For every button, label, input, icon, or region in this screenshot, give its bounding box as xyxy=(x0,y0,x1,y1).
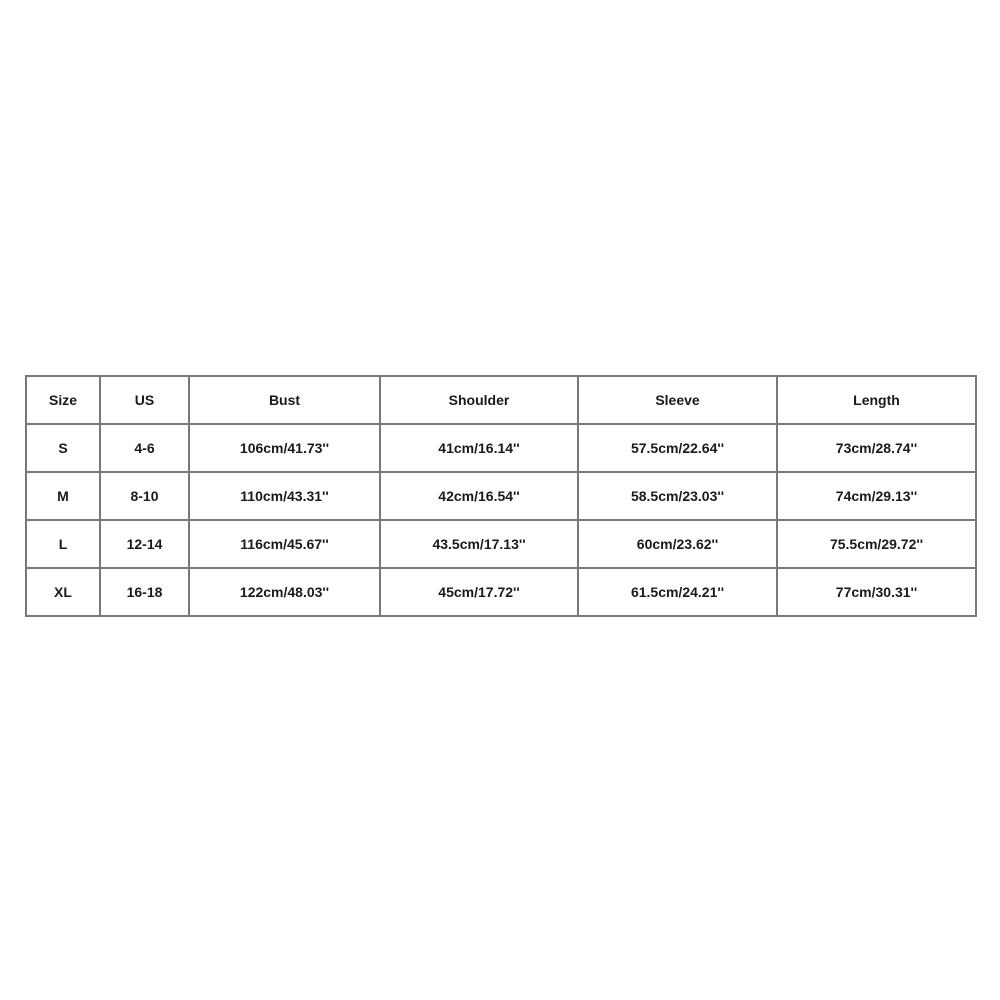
header-row xyxy=(26,376,976,424)
table-row xyxy=(26,520,976,568)
cell-sleeve: 57.5cm/22.64'' xyxy=(578,424,777,472)
header-shoulder: Shoulder xyxy=(380,376,578,424)
cell-length: 73cm/28.74'' xyxy=(777,424,976,472)
table-row xyxy=(26,472,976,520)
cell-size: S xyxy=(26,424,100,472)
size-chart-body xyxy=(26,424,976,616)
header-size: Size xyxy=(26,376,100,424)
size-chart-header xyxy=(26,376,976,424)
cell-us: 8-10 xyxy=(100,472,189,520)
cell-us: 12-14 xyxy=(100,520,189,568)
header-sleeve: Sleeve xyxy=(578,376,777,424)
cell-size: XL xyxy=(26,568,100,616)
cell-us: 4-6 xyxy=(100,424,189,472)
header-bust: Bust xyxy=(189,376,380,424)
table-row xyxy=(26,568,976,616)
cell-sleeve: 60cm/23.62'' xyxy=(578,520,777,568)
cell-bust: 106cm/41.73'' xyxy=(189,424,380,472)
header-length: Length xyxy=(777,376,976,424)
cell-shoulder: 42cm/16.54'' xyxy=(380,472,578,520)
header-us: US xyxy=(100,376,189,424)
cell-sleeve: 61.5cm/24.21'' xyxy=(578,568,777,616)
cell-shoulder: 45cm/17.72'' xyxy=(380,568,578,616)
cell-bust: 116cm/45.67'' xyxy=(189,520,380,568)
cell-length: 77cm/30.31'' xyxy=(777,568,976,616)
cell-us: 16-18 xyxy=(100,568,189,616)
cell-bust: 122cm/48.03'' xyxy=(189,568,380,616)
cell-sleeve: 58.5cm/23.03'' xyxy=(578,472,777,520)
cell-bust: 110cm/43.31'' xyxy=(189,472,380,520)
cell-shoulder: 41cm/16.14'' xyxy=(380,424,578,472)
cell-length: 75.5cm/29.72'' xyxy=(777,520,976,568)
size-chart-table xyxy=(25,375,977,617)
cell-length: 74cm/29.13'' xyxy=(777,472,976,520)
cell-shoulder: 43.5cm/17.13'' xyxy=(380,520,578,568)
table-row xyxy=(26,424,976,472)
cell-size: M xyxy=(26,472,100,520)
cell-size: L xyxy=(26,520,100,568)
